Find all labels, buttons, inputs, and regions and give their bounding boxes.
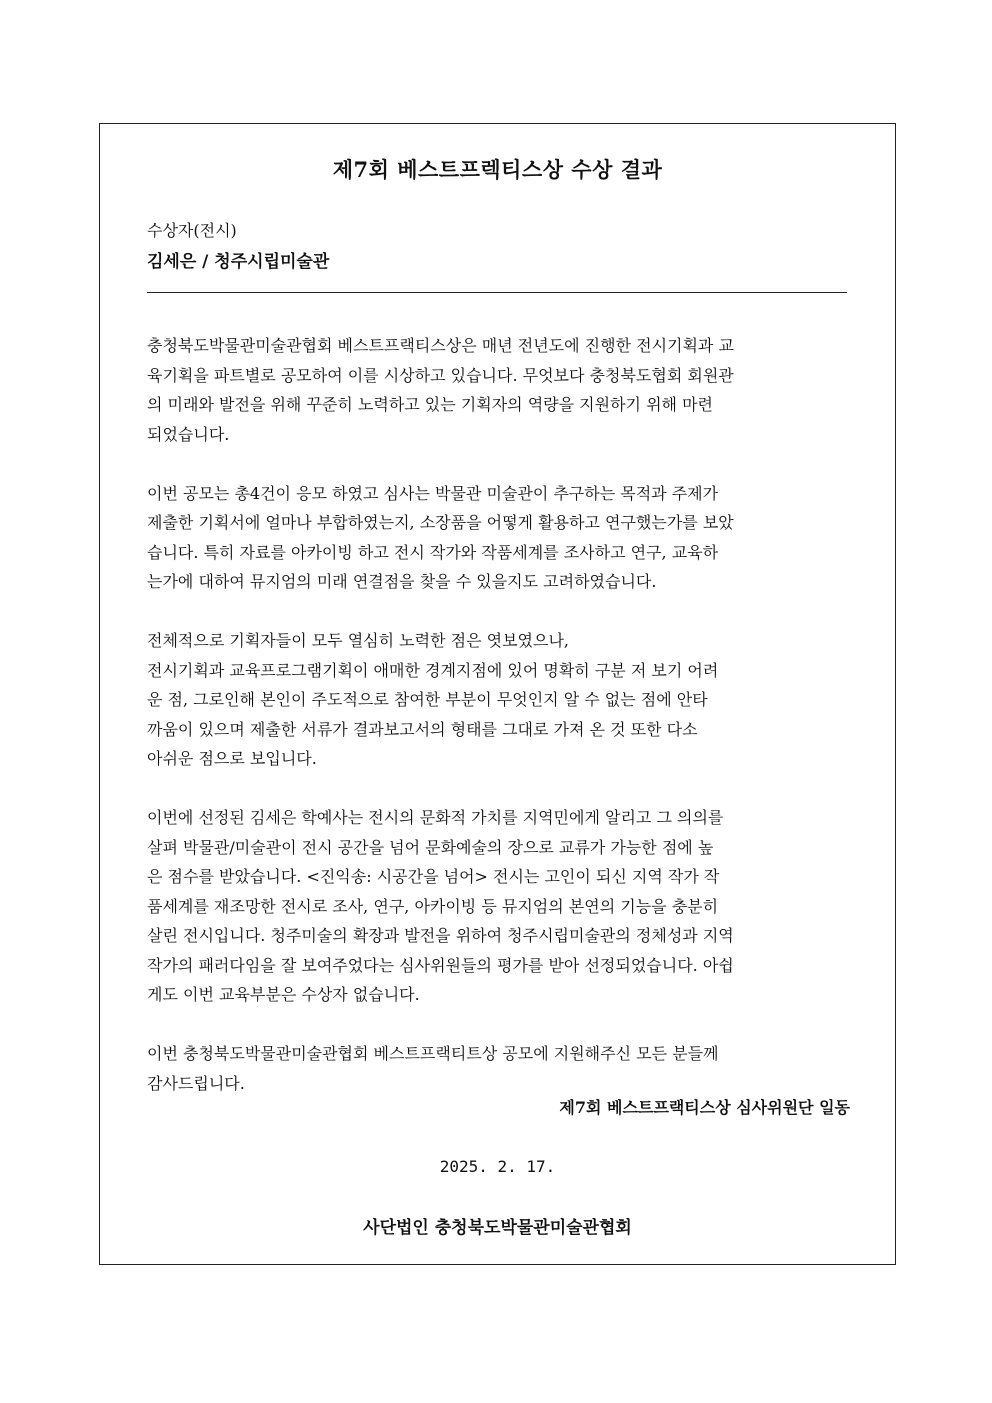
text-line: 전시기획과 교육프로그램기획이 애매한 경계지점에 있어 명확히 구분 저 보기 어려 xyxy=(147,660,719,680)
document-date: 2025. 2. 17. xyxy=(439,1157,556,1176)
text-line: 습니다. 특히 자료를 아카이빙 하고 전시 작가와 작품세계를 조사하고 연구, 교육하 xyxy=(147,542,719,562)
text-line: 은 점수를 받았습니다. <진익송: 시공간을 넘어> 전시는 고인이 되신 지역 작가 작 xyxy=(147,867,720,886)
document-frame xyxy=(99,123,896,1265)
winner-name: 김세은 / 청주시립미술관 xyxy=(147,252,330,272)
text-line: 의 미래와 발전을 위해 꾸준히 노력하고 있는 기획자의 역량을 지원하기 위해 마련 xyxy=(147,395,713,414)
text-line: 아쉬운 점으로 보입니다. xyxy=(147,749,317,768)
text-line: 품세계를 재조망한 전시로 조사, 연구, 아카이빙 등 뮤지엄의 본연의 기능을 충분히 xyxy=(147,896,719,916)
text-line: 감사드립니다. xyxy=(147,1073,245,1093)
organization-name: 사단법인 충청북도박물관미술관협회 xyxy=(363,1218,632,1238)
paragraph-1 xyxy=(147,331,850,449)
paragraph-4 xyxy=(147,803,850,1010)
text-line: 육기획을 파트별로 공모하여 이를 시상하고 있습니다. 무엇보다 충청북도협회 회원관 xyxy=(147,365,734,385)
text-line: 게도 이번 교육부분은 수상자 없습니다. xyxy=(147,985,420,1004)
text-line: 운 점, 그로인해 본인이 주도적으로 참여한 부분이 무엇인지 알 수 없는 점에 안타 xyxy=(147,690,708,709)
text-line: 까움이 있으며 제출한 서류가 결과보고서의 형태를 그대로 가져 온 것 또한 다소 xyxy=(147,719,698,739)
text-line: 이번 공모는 총4건이 응모 하였고 심사는 박물관 미술관이 추구하는 목적과 주제가 xyxy=(147,483,719,503)
signature: 제7회 베스트프랙티스상 심사위원단 일동 xyxy=(559,1098,850,1117)
text-line: 살펴 박물관/미술관이 전시 공간을 넘어 문화예술의 장으로 교류가 가능한 점에 높 xyxy=(147,837,714,857)
text-line: 전체적으로 기획자들이 모두 열심히 노력한 점은 엿보였으나, xyxy=(147,631,570,650)
body-text xyxy=(147,331,850,1098)
text-line: 이번에 선정된 김세은 학예사는 전시의 문화적 가치를 지역민에게 알리고 그 의의를 xyxy=(147,808,724,827)
text-line: 살린 전시입니다. 청주미술의 확장과 발전을 위하여 청주시립미술관의 정체성과 지역 xyxy=(147,926,734,945)
paragraph-2 xyxy=(147,479,850,597)
text-line: 되었습니다. xyxy=(147,424,230,444)
category-label: 수상자(전시) xyxy=(147,221,237,240)
text-line: 제출한 기획서에 얼마나 부합하였는지, 소장품을 어떻게 활용하고 연구했는가를 보았 xyxy=(147,513,734,532)
text-line: 이번 충청북도박물관미술관협회 베스트프랙티트상 공모에 지원해주신 모든 분들께 xyxy=(147,1044,719,1063)
paragraph-3 xyxy=(147,626,850,774)
text-line: 충청북도박물관미술관협회 베스트프랙티스상은 매년 전년도에 진행한 전시기획과 교 xyxy=(147,336,734,355)
divider xyxy=(147,292,847,293)
text-line: 작가의 패러다임을 잘 보여주었다는 심사위원들의 평가를 받아 선정되었습니다. 아쉽 xyxy=(147,955,734,975)
text-line: 는가에 대하여 뮤지엄의 미래 연결점을 찾을 수 있을지도 고려하였습니다. xyxy=(147,572,657,591)
document-title: 제7회 베스트프렉티스상 수상 결과 xyxy=(332,157,663,182)
paragraph-5 xyxy=(147,1039,850,1098)
